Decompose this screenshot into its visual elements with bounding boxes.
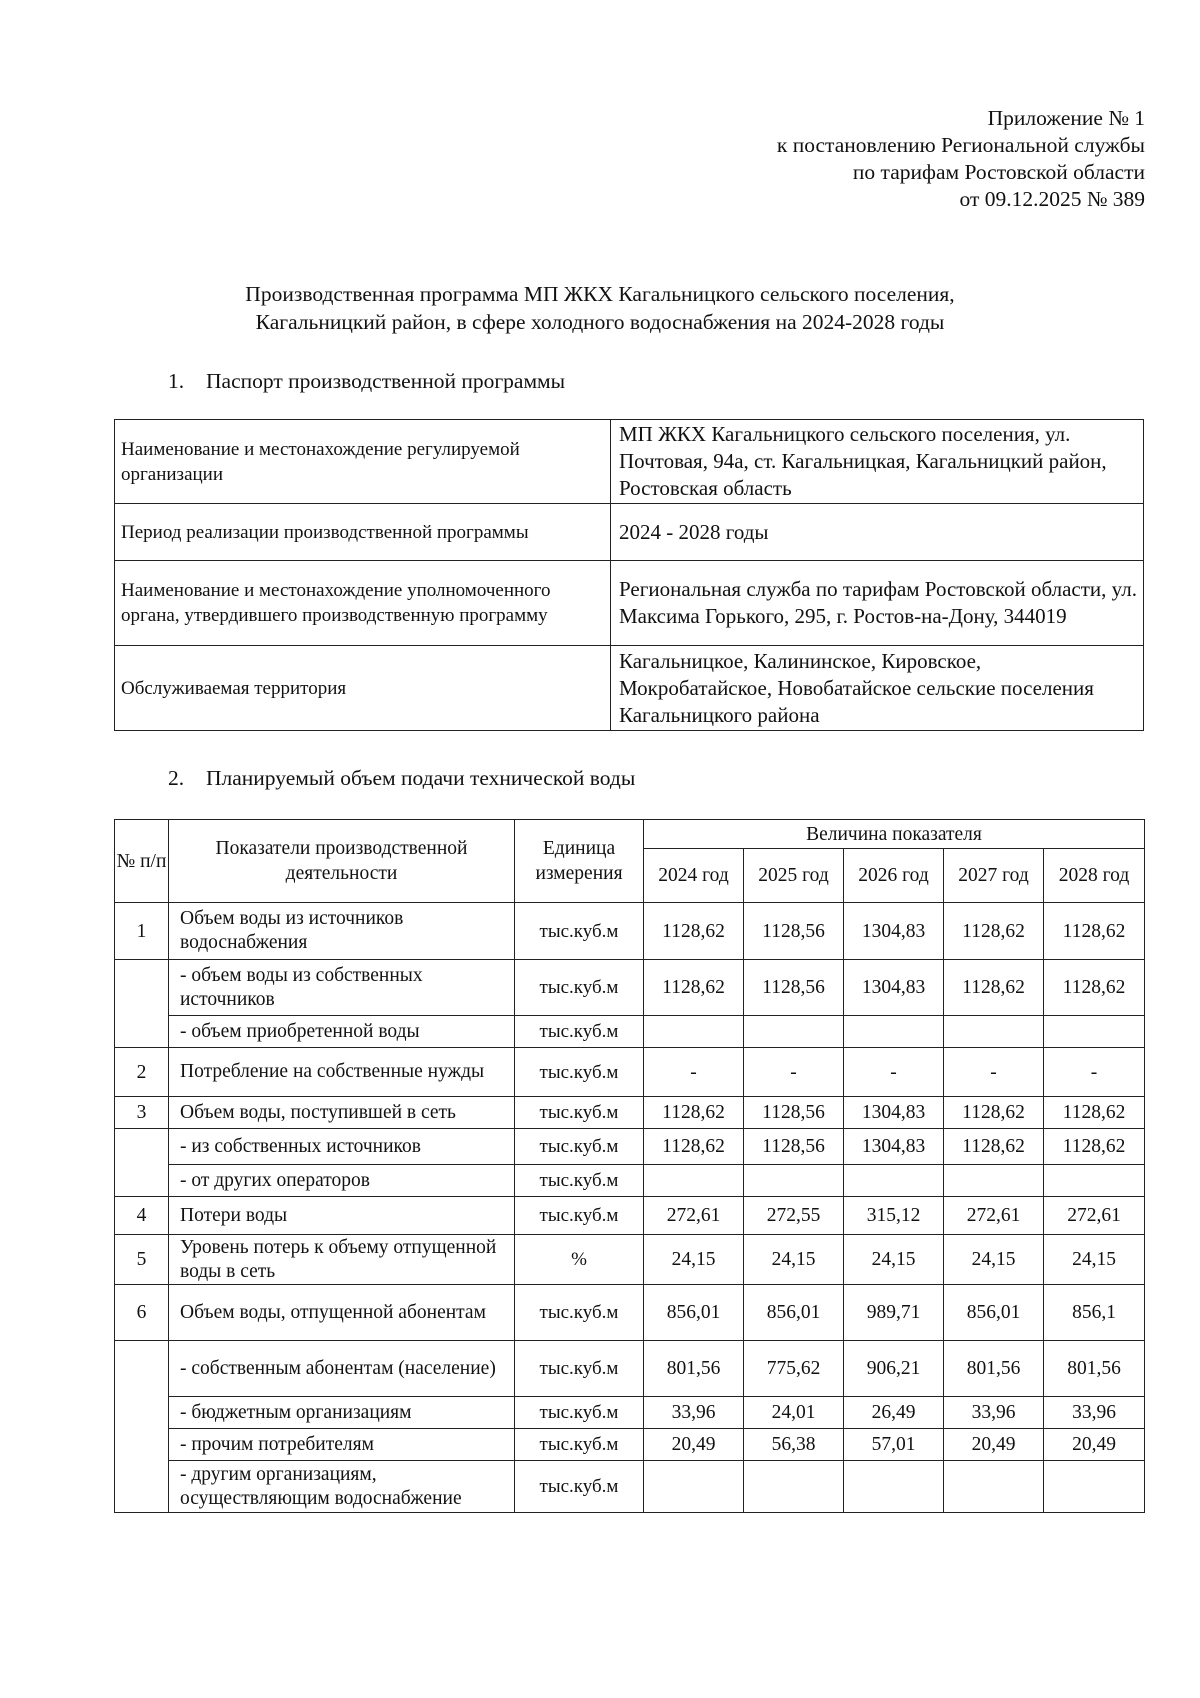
value-cell — [744, 1461, 844, 1513]
value-cell: 1128,62 — [944, 903, 1044, 960]
header-authority: по тарифам Ростовской области — [852, 160, 1145, 184]
value-cell: 906,21 — [844, 1341, 944, 1397]
table-row — [115, 960, 1145, 1016]
value-cell: 24,15 — [644, 1235, 744, 1285]
indicator-cell: - прочим потребителям — [169, 1429, 515, 1461]
passport-label: Наименование и местонахождение уполномоченного органа, утвердившего производственную программу — [115, 561, 611, 646]
value-cell: 20,49 — [644, 1429, 744, 1461]
value-cell — [944, 1016, 1044, 1048]
row-number: 2 — [115, 1048, 169, 1097]
document-title — [0, 280, 1200, 336]
row-number — [115, 1129, 169, 1197]
section-2-heading — [168, 764, 635, 792]
passport-label: Период реализации производственной программы — [115, 504, 611, 561]
value-cell: 801,56 — [1044, 1341, 1145, 1397]
value-cell: 24,01 — [744, 1397, 844, 1429]
table-row — [115, 1129, 1145, 1165]
section-number: 2. — [168, 766, 185, 790]
document-header — [777, 105, 1145, 213]
unit-cell: тыс.куб.м — [515, 1429, 644, 1461]
value-cell: 33,96 — [644, 1397, 744, 1429]
value-cell: - — [644, 1048, 744, 1097]
col-header-year: 2027 год — [944, 849, 1044, 903]
value-cell: 272,61 — [944, 1197, 1044, 1235]
table-row — [115, 1097, 1145, 1129]
value-cell: - — [944, 1048, 1044, 1097]
unit-cell: тыс.куб.м — [515, 1129, 644, 1165]
value-cell: 856,01 — [944, 1285, 1044, 1341]
unit-cell: тыс.куб.м — [515, 1165, 644, 1197]
table-row — [115, 1235, 1145, 1285]
col-header-num: № п/п — [115, 820, 169, 903]
value-cell: 272,61 — [644, 1197, 744, 1235]
value-cell: 1304,83 — [844, 1097, 944, 1129]
row-number: 4 — [115, 1197, 169, 1235]
value-cell: 989,71 — [844, 1285, 944, 1341]
value-cell: 1304,83 — [844, 1129, 944, 1165]
indicator-cell: Уровень потерь к объему отпущенной воды в сеть — [169, 1235, 515, 1285]
passport-table — [114, 419, 1144, 731]
value-cell: 20,49 — [944, 1429, 1044, 1461]
indicator-cell: - из собственных источников — [169, 1129, 515, 1165]
passport-row — [115, 504, 1144, 561]
indicator-cell: Потери воды — [169, 1197, 515, 1235]
table-row — [115, 1048, 1145, 1097]
passport-value: Кагальницкое, Калининское, Кировское, Мокробатайское, Новобатайское сельские поселения Кагальницкого района — [611, 646, 1144, 731]
header-date-number: от 09.12.2025 № 389 — [959, 187, 1145, 211]
value-cell: 1128,62 — [944, 1097, 1044, 1129]
title-line-2: Кагальницкий район, в сфере холодного водоснабжения на 2024-2028 годы — [255, 310, 945, 334]
value-cell: 1128,62 — [644, 960, 744, 1016]
row-number: 3 — [115, 1097, 169, 1129]
col-header-indicator: Показатели производственной деятельности — [169, 820, 515, 903]
unit-cell: тыс.куб.м — [515, 1341, 644, 1397]
header-resolution: к постановлению Региональной службы — [776, 133, 1145, 157]
table-row — [115, 1429, 1145, 1461]
indicator-cell: Объем воды, поступившей в сеть — [169, 1097, 515, 1129]
row-number: 6 — [115, 1285, 169, 1341]
unit-cell: тыс.куб.м — [515, 1285, 644, 1341]
unit-cell: тыс.куб.м — [515, 1016, 644, 1048]
value-cell: 1128,62 — [1044, 1129, 1145, 1165]
value-cell — [644, 1016, 744, 1048]
value-cell: 1128,62 — [944, 1129, 1044, 1165]
value-cell: 20,49 — [1044, 1429, 1145, 1461]
value-cell: 801,56 — [944, 1341, 1044, 1397]
value-cell — [844, 1165, 944, 1197]
table-row — [115, 1197, 1145, 1235]
value-cell — [744, 1016, 844, 1048]
value-cell: 33,96 — [944, 1397, 1044, 1429]
indicator-cell: - от других операторов — [169, 1165, 515, 1197]
passport-row — [115, 420, 1144, 504]
value-cell: - — [844, 1048, 944, 1097]
value-cell: 57,01 — [844, 1429, 944, 1461]
value-cell — [944, 1165, 1044, 1197]
value-cell: 33,96 — [1044, 1397, 1145, 1429]
value-cell: - — [1044, 1048, 1145, 1097]
value-cell: 856,01 — [644, 1285, 744, 1341]
col-header-year: 2025 год — [744, 849, 844, 903]
col-header-year: 2024 год — [644, 849, 744, 903]
table-row — [115, 1461, 1145, 1513]
value-cell — [744, 1165, 844, 1197]
value-cell: 1128,56 — [744, 903, 844, 960]
passport-value: Региональная служба по тарифам Ростовской области, ул. Максима Горького, 295, г. Ростов-на-Дону, 344019 — [611, 561, 1144, 646]
indicator-cell: Объем воды, отпущенной абонентам — [169, 1285, 515, 1341]
passport-row — [115, 646, 1144, 731]
unit-cell: тыс.куб.м — [515, 1197, 644, 1235]
col-header-unit: Единица измерения — [515, 820, 644, 903]
section-title: Паспорт производственной программы — [206, 369, 566, 393]
value-cell: 315,12 — [844, 1197, 944, 1235]
unit-cell: % — [515, 1235, 644, 1285]
table-header-row — [115, 820, 1145, 849]
value-cell: 775,62 — [744, 1341, 844, 1397]
passport-label: Обслуживаемая территория — [115, 646, 611, 731]
table-row — [115, 1016, 1145, 1048]
unit-cell: тыс.куб.м — [515, 903, 644, 960]
value-cell — [1044, 1461, 1145, 1513]
unit-cell: тыс.куб.м — [515, 960, 644, 1016]
row-number — [115, 960, 169, 1048]
value-cell: 1128,62 — [644, 1097, 744, 1129]
section-title: Планируемый объем подачи технической воды — [206, 766, 636, 790]
indicator-cell: - объем воды из собственных источников — [169, 960, 515, 1016]
value-cell: 856,01 — [744, 1285, 844, 1341]
indicator-cell: - объем приобретенной воды — [169, 1016, 515, 1048]
value-cell: 56,38 — [744, 1429, 844, 1461]
indicator-cell: Объем воды из источников водоснабжения — [169, 903, 515, 960]
value-cell: 1128,62 — [1044, 903, 1145, 960]
value-cell: 856,1 — [1044, 1285, 1145, 1341]
section-1-heading — [168, 367, 565, 395]
value-cell — [944, 1461, 1044, 1513]
value-cell: 272,55 — [744, 1197, 844, 1235]
row-number — [115, 1341, 169, 1513]
table-row — [115, 903, 1145, 960]
value-cell: 24,15 — [944, 1235, 1044, 1285]
value-cell: 272,61 — [1044, 1197, 1145, 1235]
section-number: 1. — [168, 369, 185, 393]
table-row — [115, 1341, 1145, 1397]
header-appendix: Приложение № 1 — [987, 106, 1145, 130]
passport-label: Наименование и местонахождение регулируемой организации — [115, 420, 611, 504]
col-header-year: 2026 год — [844, 849, 944, 903]
value-cell: 1128,56 — [744, 1097, 844, 1129]
passport-row — [115, 561, 1144, 646]
row-number: 1 — [115, 903, 169, 960]
value-cell: 801,56 — [644, 1341, 744, 1397]
volume-table-body — [115, 903, 1145, 1513]
value-cell: 1304,83 — [844, 903, 944, 960]
value-cell: 24,15 — [1044, 1235, 1145, 1285]
value-cell: 1128,62 — [644, 903, 744, 960]
value-cell — [644, 1461, 744, 1513]
value-cell — [844, 1461, 944, 1513]
value-cell: 1128,56 — [744, 960, 844, 1016]
value-cell: 1128,62 — [944, 960, 1044, 1016]
unit-cell: тыс.куб.м — [515, 1397, 644, 1429]
value-cell: 1128,62 — [1044, 1097, 1145, 1129]
indicator-cell: - собственным абонентам (население) — [169, 1341, 515, 1397]
indicator-cell: Потребление на собственные нужды — [169, 1048, 515, 1097]
title-line-1: Производственная программа МП ЖКХ Кагальницкого сельского поселения, — [245, 282, 955, 306]
unit-cell: тыс.куб.м — [515, 1461, 644, 1513]
row-number: 5 — [115, 1235, 169, 1285]
col-header-value: Величина показателя — [644, 820, 1145, 849]
volume-table — [114, 819, 1145, 1513]
col-header-year: 2028 год — [1044, 849, 1145, 903]
value-cell: 24,15 — [744, 1235, 844, 1285]
table-row — [115, 1165, 1145, 1197]
value-cell: 1128,56 — [744, 1129, 844, 1165]
value-cell — [644, 1165, 744, 1197]
unit-cell: тыс.куб.м — [515, 1048, 644, 1097]
value-cell: 26,49 — [844, 1397, 944, 1429]
indicator-cell: - бюджетным организациям — [169, 1397, 515, 1429]
unit-cell: тыс.куб.м — [515, 1097, 644, 1129]
value-cell: 1128,62 — [644, 1129, 744, 1165]
value-cell: 24,15 — [844, 1235, 944, 1285]
indicator-cell: - другим организациям, осуществляющим водоснабжение — [169, 1461, 515, 1513]
value-cell — [1044, 1016, 1145, 1048]
passport-value: 2024 - 2028 годы — [611, 504, 1144, 561]
value-cell: 1128,62 — [1044, 960, 1145, 1016]
passport-value: МП ЖКХ Кагальницкого сельского поселения, ул. Почтовая, 94а, ст. Кагальницкая, Кагальницкий район, Ростовская область — [611, 420, 1144, 504]
table-row — [115, 1285, 1145, 1341]
table-row — [115, 1397, 1145, 1429]
value-cell: - — [744, 1048, 844, 1097]
value-cell — [844, 1016, 944, 1048]
value-cell: 1304,83 — [844, 960, 944, 1016]
value-cell — [1044, 1165, 1145, 1197]
